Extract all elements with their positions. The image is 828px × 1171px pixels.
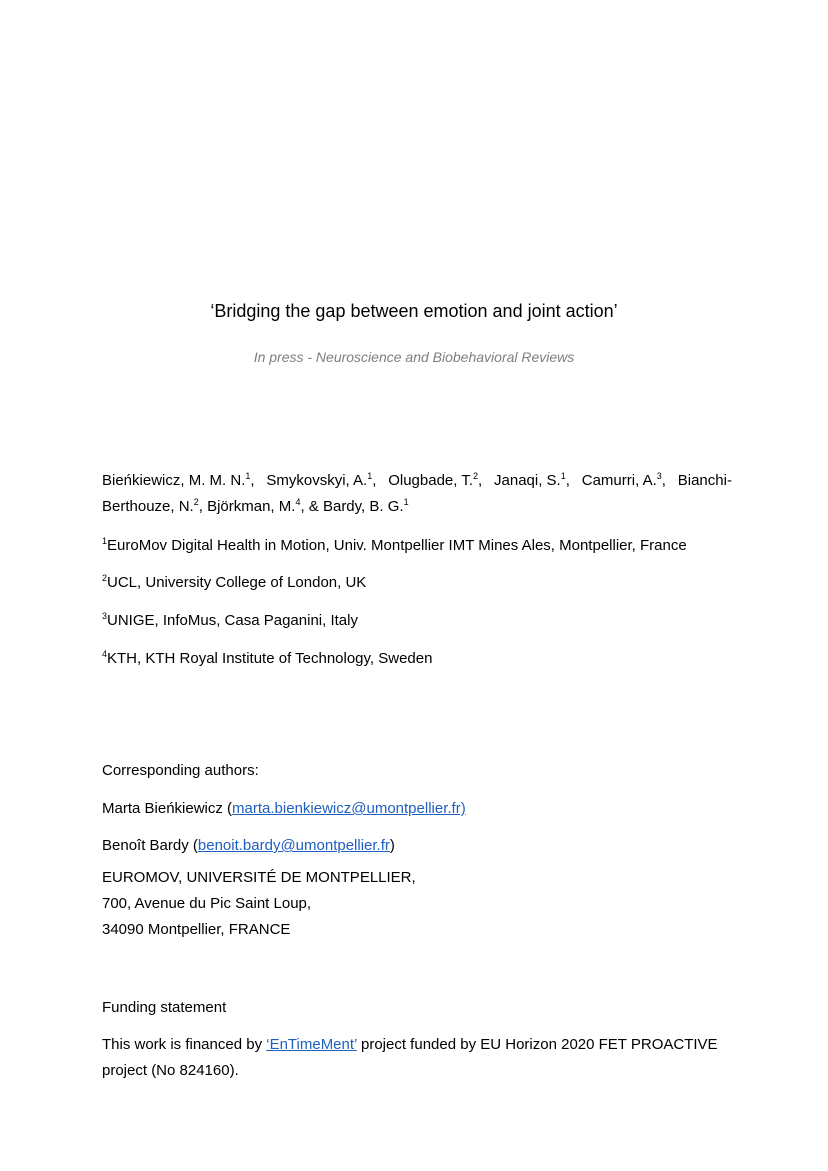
email-link[interactable]: marta.bienkiewicz@umontpellier.fr) [232, 800, 466, 817]
author: Smykovskyi, A.$^1$, [266, 471, 377, 489]
author: & Bardy, B. G.$^1$ [308, 497, 409, 515]
author: Berthouze, N.$^2$, [102, 497, 203, 515]
author: Bieńkiewicz, M. M. N.$^1$, [102, 471, 255, 489]
email-link[interactable]: benoit.bardy@umontpellier.fr [197, 837, 390, 854]
author-fragment: Bianchi- [677, 472, 732, 489]
author-list-line-2 [102, 498, 409, 515]
affiliation-1: $^1$EuroMov Digital Health in Motion, Univ. Montpellier IMT Mines Ales, Montpellier, France [102, 536, 687, 554]
address-line-3: 34090 Montpellier, FRANCE [102, 921, 291, 938]
author: Björkman, M.$^4$, [207, 497, 305, 515]
affiliation-3: $^3$UNIGE, InfoMus, Casa Paganini, Italy [102, 611, 358, 629]
author-list-line-1 [102, 472, 732, 489]
funding-line-2: project (No 824160). [102, 1062, 239, 1079]
address-line-1: EUROMOV, UNIVERSITÉ DE MONTPELLIER, [102, 869, 416, 886]
address-line-2: 700, Avenue du Pic Saint Loup, [102, 895, 312, 912]
corresponding-author-1: Marta Bieńkiewicz (marta.bienkiewicz@umontpellier.fr) [102, 800, 466, 817]
author: Janaqi, S.$^1$, [494, 471, 570, 489]
affiliation-2: $^2$UCL, University College of London, UK [102, 573, 367, 591]
funding-heading: Funding statement [102, 999, 227, 1016]
corresponding-author-2: Benoît Bardy (benoit.bardy@umontpellier.fr) [102, 837, 395, 854]
author: Camurri, A.$^3$, [581, 471, 666, 489]
author: Olugbade, T.$^2$, [388, 471, 483, 489]
paper-title: ‘Bridging the gap between emotion and joint action’ [210, 301, 618, 321]
affiliation-4: $^4$KTH, KTH Royal Institute of Technology, Sweden [102, 649, 433, 667]
corresponding-heading: Corresponding authors: [102, 762, 259, 779]
funding-line-1: This work is financed by ‘EnTimeMent’ project funded by EU Horizon 2020 FET PROACTIVE [102, 1036, 718, 1053]
journal-status: In press - Neuroscience and Biobehavioral Reviews [253, 349, 575, 365]
project-link[interactable]: ‘EnTimeMent’ [266, 1036, 357, 1053]
